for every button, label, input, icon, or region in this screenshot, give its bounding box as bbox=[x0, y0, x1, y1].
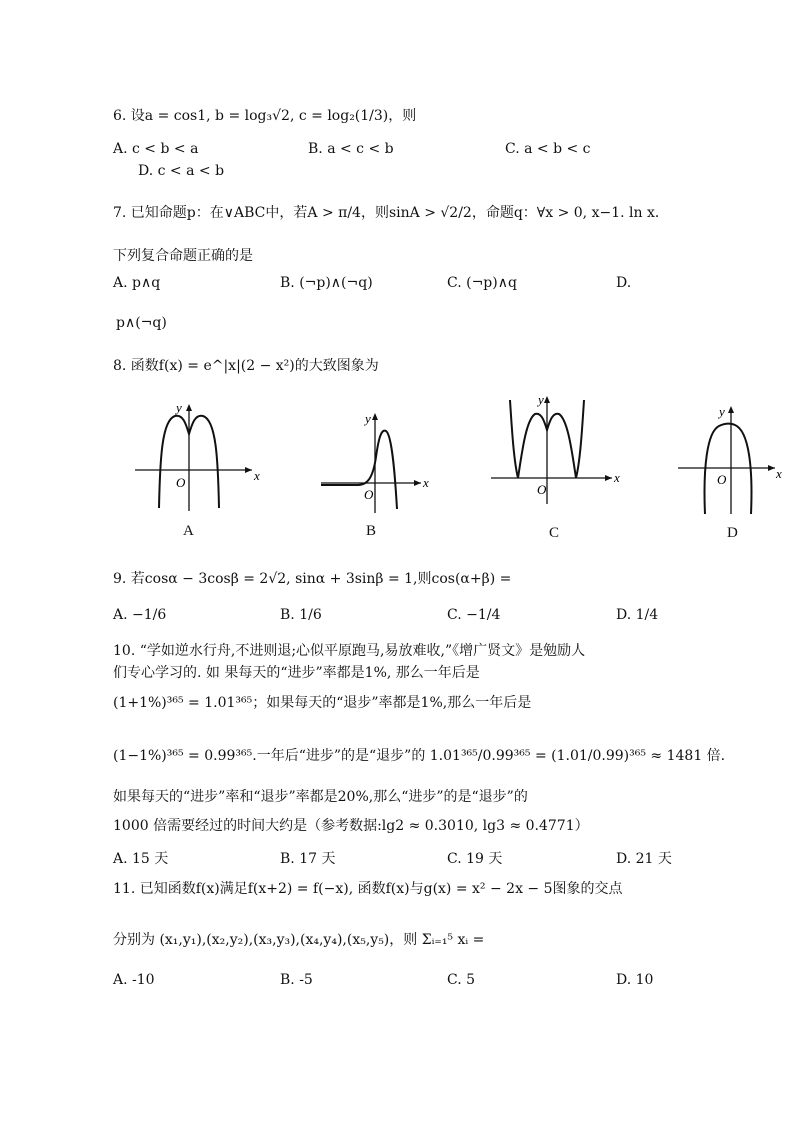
q11-line1: 11. 已知函数f(x)满足f(x+2) = f(−x), 函数f(x)与g(x) = x² − 2x − 5图象的交点 bbox=[113, 881, 623, 897]
graph-c-y-label: y bbox=[538, 392, 544, 407]
q7-option-b: B. (¬p)∧(¬q) bbox=[280, 275, 373, 291]
q7-line2: 下列复合命题正确的是 bbox=[113, 248, 253, 264]
graph-d-x-label: x bbox=[776, 466, 782, 481]
q7-option-a: A. p∧q bbox=[113, 275, 161, 291]
graph-c bbox=[488, 392, 628, 507]
q7-option-d-text: p∧(¬q) bbox=[116, 315, 167, 331]
graph-b-label: B bbox=[366, 523, 377, 539]
graph-b-curve bbox=[321, 431, 397, 509]
q8-stem: 8. 函数f(x) = e^|x|(2 − x²)的大致图象为 bbox=[113, 358, 379, 374]
graph-d-label: D bbox=[727, 525, 738, 541]
q6-stem: 6. 设a = cos1, b = log₃√2, c = log₂(1/3)，则 bbox=[113, 108, 417, 124]
q11-line2: 分别为 (x₁,y₁),(x₂,y₂),(x₃,y₃),(x₄,y₄),(x₅,y₅)，则 Σᵢ₌₁⁵ xᵢ = bbox=[113, 932, 485, 948]
q11-option-d: D. 10 bbox=[616, 972, 654, 988]
graph-b-y-label: y bbox=[365, 411, 371, 426]
graph-d bbox=[675, 398, 790, 518]
graph-b-origin: O bbox=[364, 487, 374, 502]
q10-option-a: A. 15 天 bbox=[113, 851, 169, 867]
q9-option-d: D. 1/4 bbox=[616, 607, 659, 623]
q10-line1: 10. “学如逆水行舟,不进则退;心似平原跑马,易放难收,”《增广贤文》是勉励人 bbox=[113, 643, 586, 659]
q10-line6: 1000 倍需要经过的时间大约是（参考数据:lg2 ≈ 0.3010, lg3 ≈ 0.4771） bbox=[113, 818, 589, 834]
graph-a-x-label: x bbox=[254, 468, 260, 483]
q7-option-d: D. bbox=[616, 275, 632, 291]
graph-a-origin: O bbox=[176, 475, 186, 490]
graph-a-y-label: y bbox=[176, 400, 182, 415]
graph-d-curve bbox=[705, 424, 752, 514]
q7-option-c: C. (¬p)∧q bbox=[447, 275, 517, 291]
q11-option-a: A. -10 bbox=[113, 972, 155, 988]
graph-d-origin: O bbox=[717, 472, 727, 487]
q10-line2: 们专心学习的. 如 果每天的“进步”率都是1%, 那么一年后是 bbox=[113, 665, 480, 681]
q6-option-d: D. c < a < b bbox=[138, 163, 225, 179]
graph-c-origin: O bbox=[537, 482, 547, 497]
q10-option-d: D. 21 天 bbox=[616, 851, 672, 867]
q10-line5: 如果每天的“进步”率和“退步”率都是20%,那么“进步”的是“退步”的 bbox=[113, 789, 528, 805]
graph-b-x-label: x bbox=[423, 475, 429, 490]
q9-option-c: C. −1/4 bbox=[447, 607, 501, 623]
q7-stem: 7. 已知命题p：在∨ABC中，若A > π/4，则sinA > √2/2，命题q：∀x > 0, x−1. ln x． bbox=[113, 205, 669, 221]
q9-stem: 9. 若cosα − 3cosβ = 2√2, sinα + 3sinβ = 1,则cos(α+β) = bbox=[113, 571, 512, 587]
graph-a bbox=[130, 398, 270, 513]
q10-line4: (1−1%)³⁶⁵ = 0.99³⁶⁵.一年后“进步”的是“退步”的 1.01³⁶⁵/0.99³⁶⁵ = (1.01/0.99)³⁶⁵ ≈ 1481 倍. bbox=[113, 748, 726, 764]
graph-c-label: C bbox=[549, 525, 560, 541]
q9-option-b: B. 1/6 bbox=[280, 607, 322, 623]
q6-option-c: C. a < b < c bbox=[505, 141, 591, 157]
graph-c-x-label: x bbox=[614, 470, 620, 485]
graph-a-label: A bbox=[183, 523, 194, 539]
q10-option-b: B. 17 天 bbox=[280, 851, 336, 867]
graph-d-y-label: y bbox=[719, 404, 725, 419]
q10-option-c: C. 19 天 bbox=[447, 851, 503, 867]
q6-option-a: A. c < b < a bbox=[113, 141, 199, 157]
q11-option-c: C. 5 bbox=[447, 972, 476, 988]
graph-b bbox=[318, 405, 438, 515]
q6-option-b: B. a < c < b bbox=[308, 141, 394, 157]
q11-option-b: B. -5 bbox=[280, 972, 313, 988]
q9-option-a: A. −1/6 bbox=[113, 607, 167, 623]
q10-line3: (1+1%)³⁶⁵ = 1.01³⁶⁵；如果每天的“退步”率都是1%,那么一年后是 bbox=[113, 695, 532, 711]
